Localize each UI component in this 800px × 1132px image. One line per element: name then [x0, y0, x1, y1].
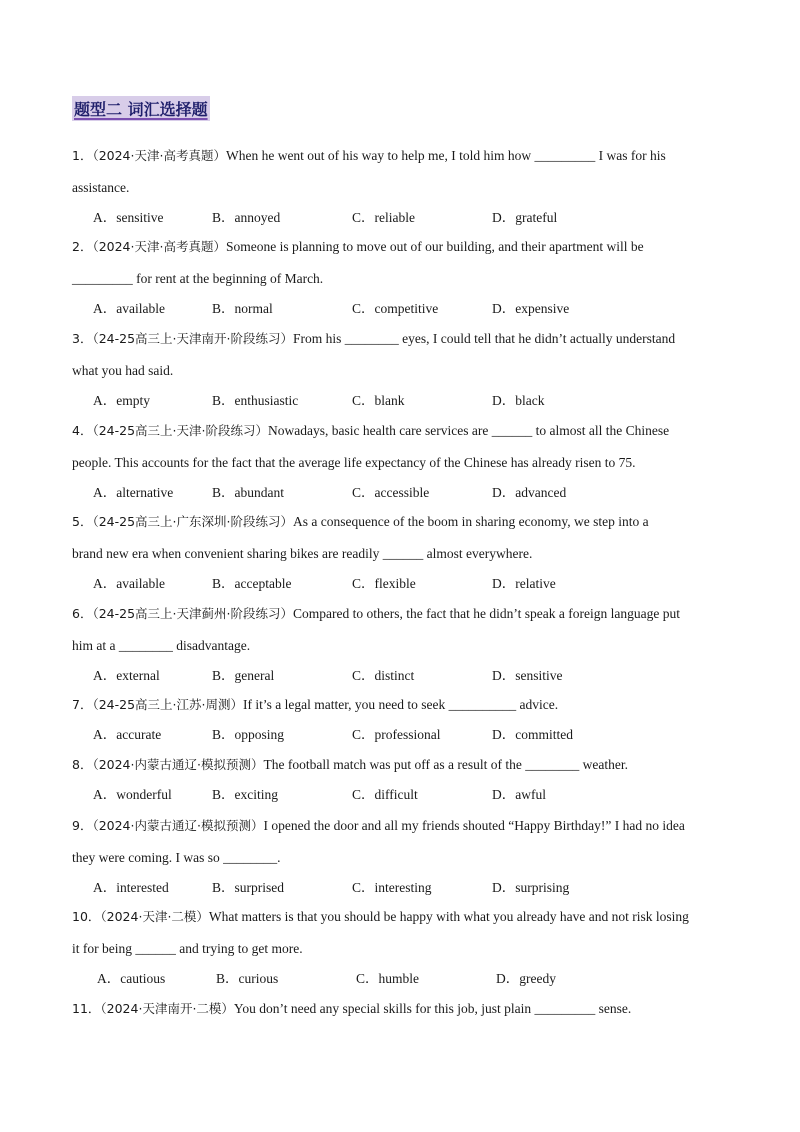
option-c[interactable]: C．interesting [352, 880, 432, 895]
question-number: 2． [72, 239, 93, 254]
option-b[interactable]: B．acceptable [212, 576, 292, 591]
question-line [72, 810, 732, 842]
question-stem [72, 901, 732, 965]
question-line-continued: him at a ________ disadvantage. [72, 638, 251, 653]
question-source: （2024·内蒙古通辽·模拟预测） [92, 757, 264, 772]
question-line [72, 140, 732, 172]
option-d[interactable]: D．surprising [492, 880, 570, 895]
option-a[interactable]: A．empty [93, 393, 150, 408]
option-a[interactable]: A．external [93, 668, 160, 683]
question-number: 6． [72, 606, 93, 621]
option-b[interactable]: B．abundant [212, 485, 284, 500]
question-stem [72, 598, 732, 662]
option-d[interactable]: D．awful [492, 787, 546, 802]
question-text: From his ________ eyes, I could tell that he didn’t actually understand [292, 331, 676, 346]
option-b[interactable]: B．opposing [212, 727, 285, 742]
option-b[interactable]: B．surprised [212, 880, 284, 895]
option-d[interactable]: D．greedy [496, 971, 556, 986]
option-c[interactable]: C．accessible [352, 485, 430, 500]
question-text: You don’t need any special skills for this job, just plain _________ sense. [233, 1001, 632, 1016]
section-title: 题型二 词汇选择题 [72, 96, 210, 121]
option-c[interactable]: C．humble [356, 971, 419, 986]
option-c[interactable]: C．reliable [352, 210, 415, 225]
question-text: Nowadays, basic health care services are ______ to almost all the Chinese [267, 423, 670, 438]
question-text: I opened the door and all my friends shouted “Happy Birthday!” I had no idea [263, 818, 685, 833]
option-a[interactable]: A．cautious [97, 971, 166, 986]
question-stem [72, 323, 732, 387]
question-source: （24-25高三上·广东深圳·阶段练习） [92, 514, 293, 529]
question-line [72, 415, 732, 447]
option-a[interactable]: A．wonderful [93, 787, 172, 802]
question-line [72, 993, 732, 1025]
option-d[interactable]: D．grateful [492, 210, 558, 225]
option-b[interactable]: B．enthusiastic [212, 393, 299, 408]
option-c[interactable]: C．competitive [352, 301, 439, 316]
question-number: 9． [72, 818, 93, 833]
question-stem [72, 140, 732, 204]
option-a[interactable]: A．interested [93, 880, 169, 895]
question-number: 11． [72, 1001, 101, 1016]
question-source: （2024·天津·二模） [100, 909, 209, 924]
option-a[interactable]: A．accurate [93, 727, 162, 742]
question-source: （2024·天津·高考真题） [92, 148, 226, 163]
option-b[interactable]: B．normal [212, 301, 273, 316]
question-line [72, 749, 732, 781]
question-line [72, 689, 732, 721]
question-number: 10． [72, 909, 101, 924]
option-d[interactable]: D．black [492, 393, 545, 408]
question-number: 4． [72, 423, 93, 438]
question-source: （24-25高三上·江苏·周测） [92, 697, 243, 712]
option-c[interactable]: C．difficult [352, 787, 418, 802]
question-stem [72, 810, 732, 874]
question-line [72, 323, 732, 355]
option-a[interactable]: A．available [93, 576, 165, 591]
question-number: 8． [72, 757, 93, 772]
question-number: 3． [72, 331, 93, 346]
option-b[interactable]: B．annoyed [212, 210, 281, 225]
question-source: （2024·天津·高考真题） [92, 239, 226, 254]
option-a[interactable]: A．alternative [93, 485, 174, 500]
option-d[interactable]: D．sensitive [492, 668, 563, 683]
question-text: Someone is planning to move out of our building, and their apartment will be [225, 239, 644, 254]
question-line-continued: brand new era when convenient sharing bikes are readily ______ almost everywhere. [72, 546, 533, 561]
option-c[interactable]: C．flexible [352, 576, 416, 591]
option-d[interactable]: D．advanced [492, 485, 567, 500]
question-line [72, 506, 732, 538]
question-line [72, 901, 732, 933]
option-d[interactable]: D．committed [492, 727, 573, 742]
question-line [72, 598, 732, 630]
option-a[interactable]: A．sensitive [93, 210, 164, 225]
question-number: 5． [72, 514, 93, 529]
option-c[interactable]: C．blank [352, 393, 405, 408]
question-source: （24-25高三上·天津蓟州·阶段练习） [92, 606, 293, 621]
option-c[interactable]: C．distinct [352, 668, 415, 683]
question-line-continued: they were coming. I was so ________. [72, 850, 281, 865]
question-line-continued: _________ for rent at the beginning of March. [72, 271, 324, 286]
option-c[interactable]: C．professional [352, 727, 441, 742]
question-source: （24-25高三上·天津·阶段练习） [92, 423, 268, 438]
question-line [72, 231, 732, 263]
option-b[interactable]: B．curious [216, 971, 279, 986]
question-text: Compared to others, the fact that he didn’t speak a foreign language put [292, 606, 680, 621]
question-number: 7． [72, 697, 93, 712]
question-line-continued: people. This accounts for the fact that the average life expectancy of the Chinese has already risen to 75. [72, 455, 636, 470]
question-number: 1． [72, 148, 93, 163]
question-stem [72, 231, 732, 295]
question-stem [72, 506, 732, 570]
option-d[interactable]: D．expensive [492, 301, 570, 316]
question-stem [72, 993, 732, 1025]
question-text: If it’s a legal matter, you need to seek __________ advice. [242, 697, 559, 712]
option-b[interactable]: B．exciting [212, 787, 278, 802]
question-line-continued: it for being ______ and trying to get more. [72, 941, 303, 956]
question-source: （2024·内蒙古通辽·模拟预测） [92, 818, 264, 833]
question-line-continued: assistance. [72, 180, 130, 195]
question-stem [72, 415, 732, 479]
question-text: As a consequence of the boom in sharing economy, we step into a [292, 514, 649, 529]
question-stem [72, 749, 732, 781]
option-b[interactable]: B．general [212, 668, 275, 683]
question-text: When he went out of his way to help me, I told him how _________ I was for his [225, 148, 666, 163]
question-source: （2024·天津南开·二模） [100, 1001, 234, 1016]
question-stem [72, 689, 732, 721]
question-text: The football match was put off as a result of the ________ weather. [263, 757, 628, 772]
question-line-continued: what you had said. [72, 363, 174, 378]
option-d[interactable]: D．relative [492, 576, 556, 591]
question-text: What matters is that you should be happy with what you already have and not risk losing [208, 909, 689, 924]
question-source: （24-25高三上·天津南开·阶段练习） [92, 331, 293, 346]
option-a[interactable]: A．available [93, 301, 165, 316]
